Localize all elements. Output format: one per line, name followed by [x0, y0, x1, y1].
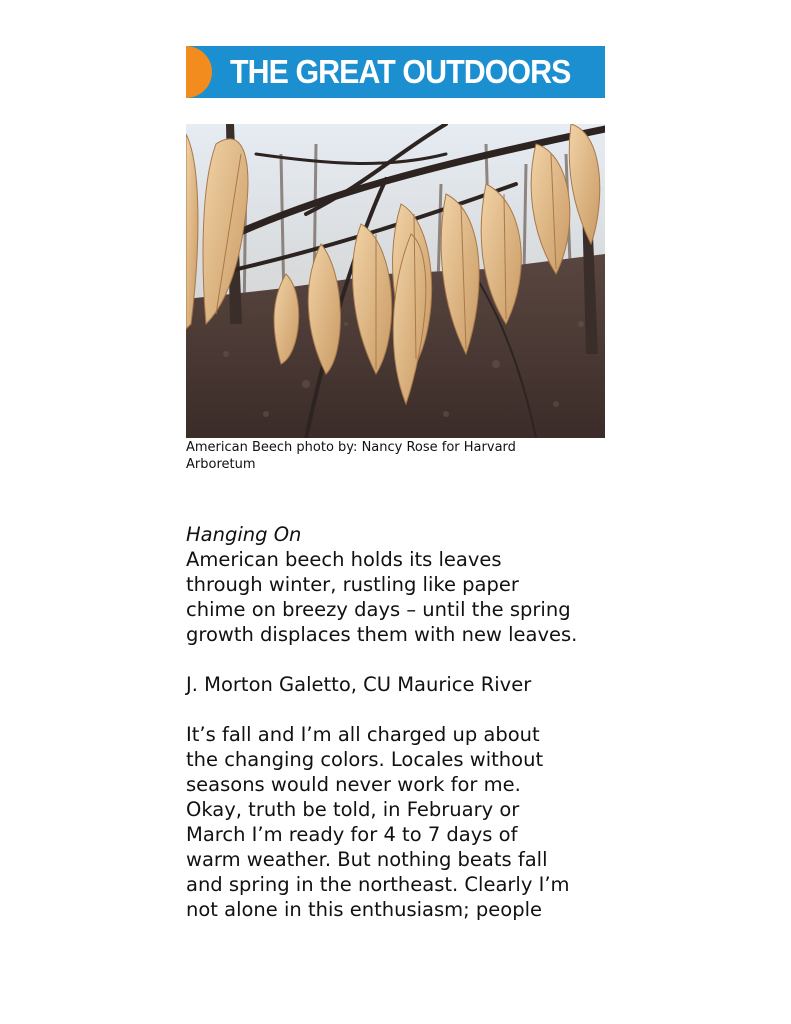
caption-line: Arboretum [186, 457, 256, 472]
article-headline: Hanging On [186, 523, 302, 546]
body-line: It’s fall and I’m all charged up about [186, 723, 540, 746]
intro-line: chime on breezy days – until the spring [186, 598, 571, 621]
american-beech-photo [186, 124, 605, 438]
intro-line: growth displaces them with new leaves. [186, 623, 578, 646]
body-line: Okay, truth be told, in February or [186, 798, 520, 821]
body-line: seasons would never work for me. [186, 773, 521, 796]
body-line: warm weather. But nothing beats fall [186, 848, 548, 871]
caption-line: American Beech photo by: Nancy Rose for Harvard [186, 440, 516, 455]
article-byline: J. Morton Galetto, CU Maurice River [186, 673, 532, 696]
intro-line: through winter, rustling like paper [186, 573, 519, 596]
body-line: March I’m ready for 4 to 7 days of [186, 823, 518, 846]
intro-line: American beech holds its leaves [186, 548, 502, 571]
article [186, 522, 616, 922]
photo-caption [186, 439, 586, 473]
banner-title: THE GREAT OUTDOORS [230, 53, 571, 90]
body-line: not alone in this enthusiasm; people [186, 898, 543, 921]
section-banner [186, 46, 605, 98]
body-line: the changing colors. Locales without [186, 748, 544, 771]
banner-accent-shape [186, 46, 212, 98]
body-line: and spring in the northeast. Clearly I’m [186, 873, 570, 896]
